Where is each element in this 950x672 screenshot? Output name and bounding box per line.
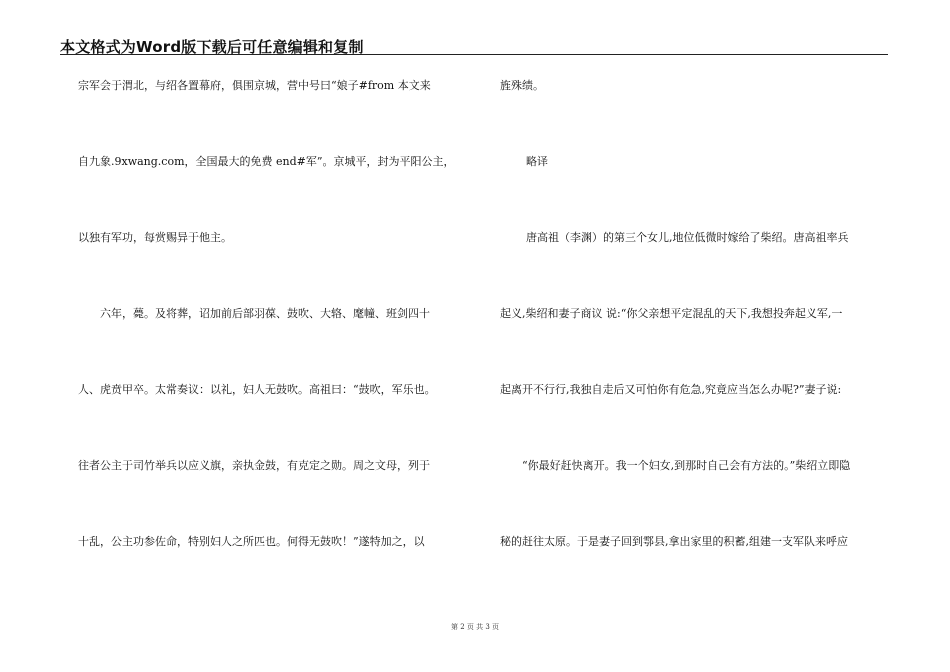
- left-line-4: 六年，薨。及将葬，诏加前后部羽葆、鼓吹、大辂、麾幢、班剑四十: [100, 307, 430, 320]
- right-line-6: “你最好赶快离开。我一个妇女,到那时自己会有方法的。”柴绍立即隐: [522, 459, 851, 472]
- left-line-7: 十乱，公主功参佐命，特别妇人之所匹也。何得无鼓吹！”遂特加之，以: [78, 535, 425, 548]
- left-line-2: 自九象.9xwang.com，全国最大的免费 end#军”。京城平，封为平阳公主，: [78, 155, 455, 168]
- header-divider: [60, 54, 888, 55]
- page-number: 第 2 页 共 3 页: [450, 623, 500, 631]
- left-line-5: 人、虎贲甲卒。太常奏议：以礼，妇人无鼓吹。高祖曰：“鼓吹，军乐也。: [78, 383, 436, 396]
- right-text-column: [500, 79, 878, 611]
- right-line-1: 旌殊绩。: [500, 79, 544, 92]
- document-header-title: 本文格式为Word版下载后可任意编辑和复制: [60, 38, 364, 56]
- left-line-3: 以独有军功，每赏赐异于他主。: [78, 231, 232, 244]
- right-line-3: 唐高祖（李渊）的第三个女儿,地位低微时嫁给了柴绍。唐高祖率兵: [526, 231, 849, 244]
- right-line-5: 起离开不行行,我独自走后又可怕你有危急,究竟应当怎么办呢?”妻子说:: [500, 383, 842, 396]
- right-line-7: 秘的赶往太原。于是妻子回到鄠县,拿出家里的积蓄,组建一支军队来呼应: [500, 535, 848, 548]
- left-line-1: 宗军会于渭北，与绍各置幕府，俱围京城，营中号曰“娘子#from 本文来: [78, 79, 431, 92]
- right-line-4: 起义,柴绍和妻子商议 说:“你父亲想平定混乱的天下,我想投奔起义军,一: [500, 307, 843, 320]
- right-line-2: 略译: [526, 155, 548, 168]
- left-line-6: 往者公主于司竹举兵以应义旗，亲执金鼓，有克定之勋。周之文母，列于: [78, 459, 430, 472]
- left-text-column: [78, 79, 470, 611]
